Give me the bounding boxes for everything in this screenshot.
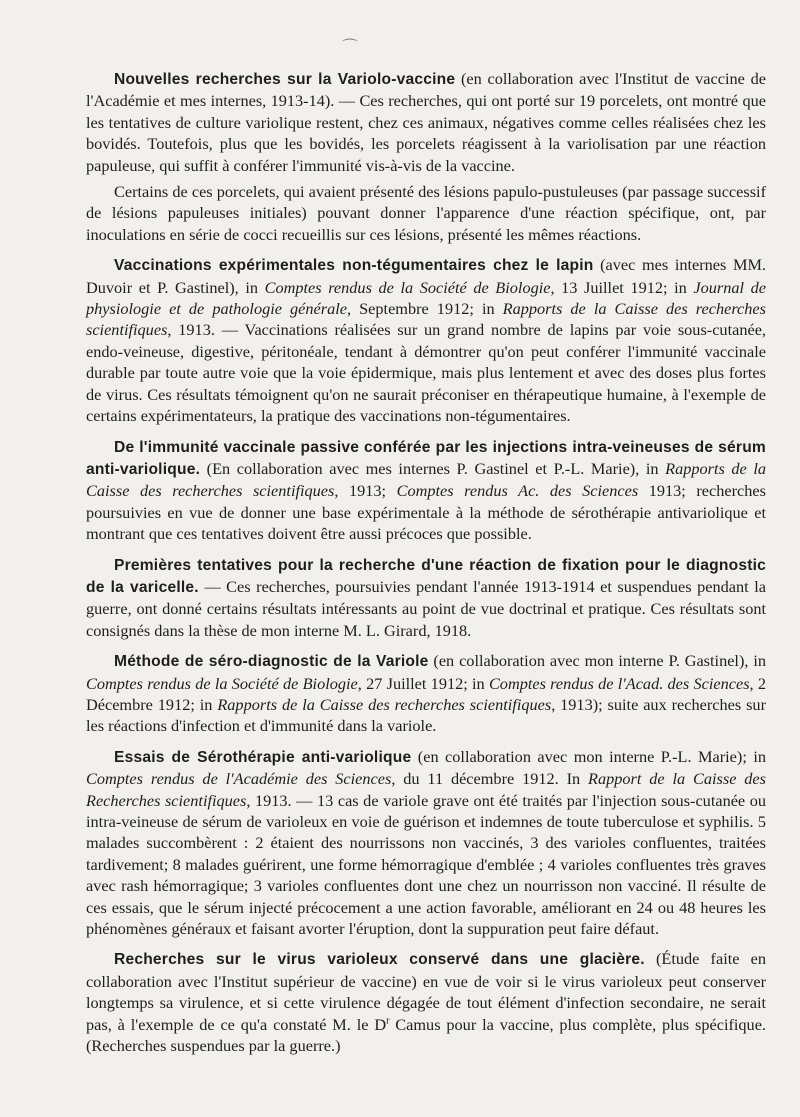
citation-title: Journal de physiologie et de pathologie générale <box>86 277 767 319</box>
paragraph-text: (Étude faite en collaboration avec l'Institut supérieur de vaccine) en vue de voir si le virus varioleux peut conserver longtemps sa virulence, et si cette virulence dégagée de tout élément d'infection secondaire, ne serait pas, à l'exemple de ce qu'a constaté M. le D <box>86 949 766 1034</box>
paragraph-text: , 13 Juillet 1912; in <box>550 277 694 297</box>
section-heading: Vaccinations expérimentales non-tégumentaires chez le lapin <box>114 257 594 275</box>
paragraph-text: , 2 Décembre 1912; in <box>86 673 767 714</box>
paragraph-text: (avec mes internes MM. Duvoir et P. Gastinel), in <box>86 255 766 297</box>
citation-title: Comptes rendus de l'Académie des Sciences <box>86 769 392 789</box>
paragraph-porcelets: Certains de ces porcelets, qui avaient présenté des lésions papulo-pustuleuses (par passage successif de lésions papuleuses initiales) pouvant donner l'apparence d'une réaction spécifique, ont, par inoculations en série de cocci recueillis sur ces lésions, présenté les mêmes réactions. <box>86 182 766 244</box>
citation-title: Rapports de la Caisse des recherches scientifiques <box>217 694 552 714</box>
citation-title: Comptes rendus Ac. des Sciences <box>396 481 639 501</box>
document-body <box>86 68 766 1065</box>
paragraph-vaccinations-lapin <box>86 254 766 426</box>
paragraph-text: (en collaboration avec l'Institut de vaccine de l'Académie et mes internes, 1913-14). — Ces recherches, qui ont porté sur 19 porcelets, ont montré que les tentatives de culture variolique restent, chez ces animaux, négatives comme celles réalisées chez les bovidés. Toutefois, plus que les bovidés, les porcelets réagissent à la variolisation par une réaction papuleuse, qui suffit à conférer l'immunité vis-à-vis de la vaccine. <box>86 69 766 175</box>
section-heading: Méthode de séro-diagnostic de la Variole <box>114 653 429 671</box>
paragraph-text: , 1913. — Vaccinations réalisées sur un grand nombre de lapins par voie sous-cutanée, endo-veineuse, digestive, péritonéale, tendant à démontrer qu'on peut conférer l'immunité vaccinale durable par toute autre voie que la voie épidermique, mais plus lentement et avec des doses plus fortes de virus. Ces résultats témoignent qu'on ne saurait préconiser en thérapeutique humaine, à l'exemple de certains expérimentateurs, la pratique des vaccinations non-tégumentaires. <box>86 320 766 426</box>
paragraph-variolo-vaccine <box>86 68 766 176</box>
section-heading: Essais de Sérothérapie anti-variolique <box>114 748 412 766</box>
section-heading: De l'immunité vaccinale passive conférée par les injections intra-veineuses de sérum anti-variolique. <box>86 438 766 478</box>
paragraph-immunite-passive <box>86 436 766 545</box>
paragraph-serotherapie <box>86 746 766 940</box>
paragraph-text: , Septembre 1912; in <box>347 299 503 319</box>
paragraph-virus-glaciere <box>86 948 766 1056</box>
paragraph-text: , 1913); suite aux recherches sur les réactions d'infection et d'immunité dans la variole. <box>86 694 766 736</box>
page-mark: ⌒ <box>342 39 359 56</box>
citation-title: Rapport de la Caisse des Recherches scientifiques <box>86 769 766 810</box>
citation-title: Comptes rendus de la Société de Biologie <box>264 277 551 297</box>
paragraph-text: , 1913; <box>334 481 397 501</box>
superscript-r: r <box>386 1015 390 1027</box>
citation-title: Comptes rendus de la Société de Biologie <box>86 673 358 693</box>
section-heading: Recherches sur le virus varioleux conservé dans une glacière. <box>114 951 645 969</box>
paragraph-varicelle <box>86 554 766 642</box>
citation-title: Rapports de la Caisse des recherches scientifiques <box>86 299 766 340</box>
paragraph-text: (en collaboration avec mon interne P.-L. Marie); in <box>411 746 766 766</box>
paragraph-text: Camus pour la vaccine, plus complète, plus spécifique. (Recherches suspendues par la guerre.) <box>86 1014 766 1056</box>
citation-title: Comptes rendus de l'Acad. des Sciences <box>488 673 750 693</box>
section-heading: Nouvelles recherches sur la Variolo-vaccine <box>114 71 456 88</box>
paragraph-text: , 27 Juillet 1912; in <box>357 673 489 693</box>
paragraph-text: — Ces recherches, poursuivies pendant l'année 1913-1914 et suspendues pendant la guerre, ont donné certains résultats intéressants au point de vue doctrinal et pratique. Ces résultats sont consignés dans la thèse de mon interne M. L. Girard, 1918. <box>86 576 766 640</box>
citation-title: Rapports de la Caisse des recherches scientifiques <box>86 458 767 501</box>
section-heading: Premières tentatives pour la recherche d'une réaction de fixation pour le diagnostic de la varicelle. <box>86 556 766 596</box>
paragraph-sero-diagnostic <box>86 650 766 737</box>
paragraph-text: , 1913. — 13 cas de variole grave ont été traités par l'injection sous-cutanée ou intra-veineuse de sérum de varioleux en voie de guérison et indemnes de toute tuberculose et syphilis. 5 malades succombèrent : 2 étaient des nourrissons non vaccinés, 3 des varioles confluentes, traitées tardivement; 8 malades guérirent, une forme hémorragique d'emblée ; 4 varioles confluentes très graves avec rash hémorragique; 3 varioles confluentes dont une chez un nourrisson non vacciné. Il résulte de ces essais, que le sérum injecté précocement a une action favorable, améliorant en 24 ou 48 heures les phénomènes généraux et faisant avorter l'éruption, dont la suppuration peut faire défaut. <box>86 790 766 939</box>
paragraph-text: 1913; recherches poursuivies en vue de donner une base expérimentale à la méthode de sérothérapie antivariolique et montrant que ces tentatives doivent être aussi précoces que possible. <box>86 481 766 544</box>
paragraph-text: , du 11 décembre 1912. In <box>391 769 589 789</box>
paragraph-text: (En collaboration avec mes internes P. Gastinel et P.-L. Marie), in <box>200 458 666 478</box>
paragraph-text: (en collaboration avec mon interne P. Gastinel), in <box>428 651 767 671</box>
